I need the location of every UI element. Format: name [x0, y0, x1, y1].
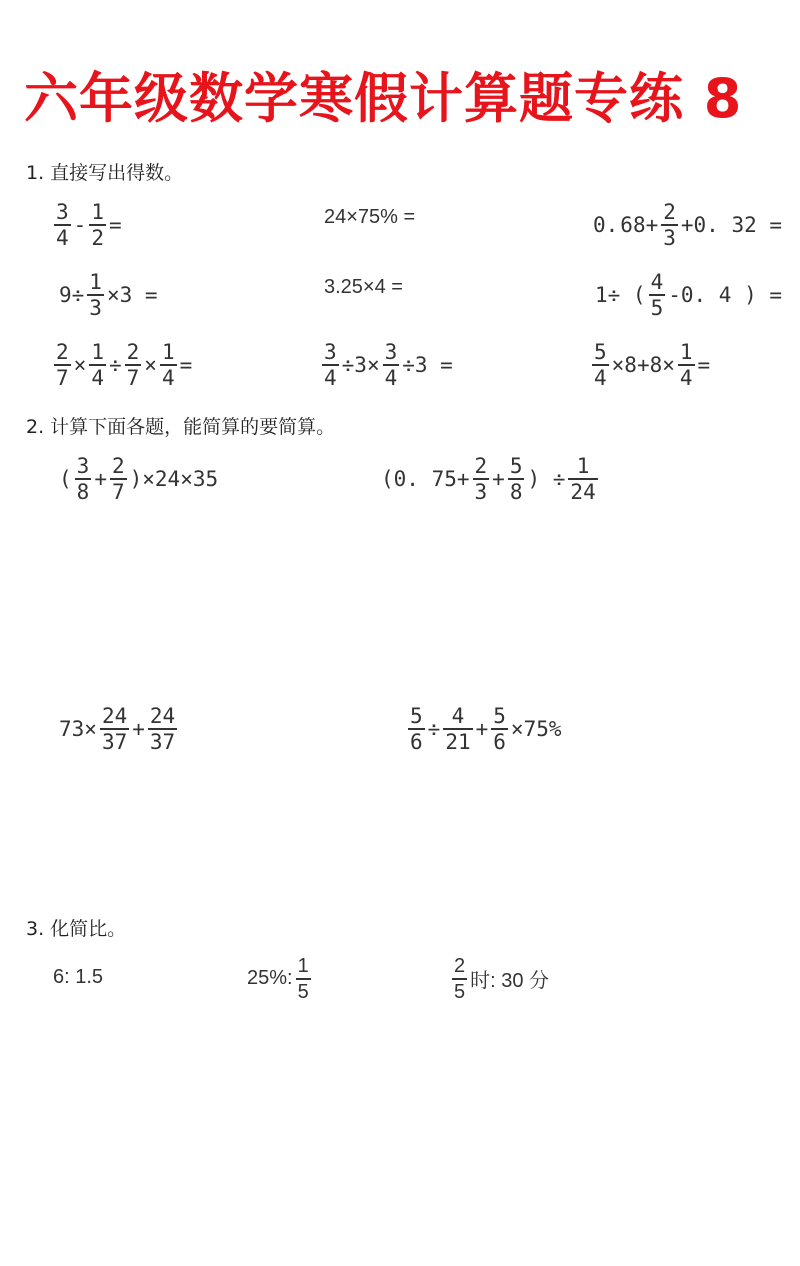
numerator: 5: [594, 340, 607, 364]
fraction: [568, 454, 597, 504]
numerator: 1: [297, 955, 309, 977]
numerator: 3: [76, 454, 90, 478]
expression-text: ÷: [427, 716, 441, 741]
denominator: 4: [594, 365, 607, 390]
expression-text: 0.: [593, 212, 619, 237]
denominator: 7: [126, 365, 140, 390]
fraction: [75, 454, 92, 504]
denominator: 8: [76, 479, 90, 504]
numerator: 1: [89, 270, 102, 294]
expression-text: 73×: [59, 716, 97, 741]
expression-text: =: [179, 352, 193, 377]
expression-text: ÷3 =: [402, 352, 453, 377]
numerator: 2: [56, 340, 69, 364]
denominator: 37: [149, 729, 176, 754]
fraction: [89, 340, 106, 390]
expression-text: +0. 32 =: [680, 212, 783, 237]
denominator: 4: [161, 365, 175, 390]
expression-text: =: [697, 352, 711, 377]
expression-text: ×3 =: [106, 282, 158, 307]
expression-text: (0. 75+: [381, 466, 470, 491]
numerator: 2: [111, 454, 125, 478]
expression-text: 68+: [620, 212, 659, 237]
expression-text: 6: 1.5: [53, 966, 104, 988]
expression-text: +: [94, 466, 107, 491]
expression-text: ×75%: [510, 716, 562, 741]
denominator: 6: [410, 729, 423, 754]
numerator: 3: [56, 200, 69, 224]
denominator: 3: [663, 225, 676, 250]
fraction: [160, 340, 177, 390]
fraction: [649, 270, 666, 320]
problem-1-5: [323, 276, 404, 299]
denominator: 4: [56, 225, 69, 250]
numerator: 2: [663, 200, 676, 224]
fraction: [473, 454, 490, 504]
denominator: 4: [91, 365, 104, 390]
denominator: 7: [111, 479, 125, 504]
fraction: [491, 704, 508, 754]
expression-text: =: [108, 212, 122, 237]
expression-text: 1÷ (: [595, 282, 646, 307]
denominator: 4: [384, 365, 398, 390]
expression-text: 24×75% =: [324, 206, 416, 228]
denominator: 6: [493, 729, 506, 754]
fraction: [87, 270, 104, 320]
expression-text: ×8+8×: [611, 352, 675, 377]
expression-text: ) ÷: [527, 466, 566, 491]
fraction: [443, 704, 472, 754]
expression-text: ×: [73, 352, 87, 377]
problem-1-6: [594, 270, 783, 320]
fraction: [383, 340, 400, 390]
denominator: 21: [445, 729, 471, 754]
problem-1-8: [320, 340, 454, 390]
expression-text: ×: [144, 352, 157, 377]
problem-2-1: [58, 454, 219, 504]
numerator: 2: [126, 340, 140, 364]
numerator: 5: [509, 454, 523, 478]
denominator: 24: [570, 479, 596, 504]
expression-text: 时: 30 分: [470, 970, 550, 993]
numerator: 1: [91, 200, 104, 224]
expression-text: 3.25×4 =: [324, 276, 403, 298]
fraction: [508, 454, 525, 504]
denominator: 8: [509, 479, 523, 504]
section-1-heading: 1. 直接写出得数。: [26, 162, 184, 184]
fraction: [148, 704, 177, 754]
expression-text: +: [475, 716, 489, 741]
numerator: 3: [384, 340, 398, 364]
denominator: 5: [454, 980, 466, 1003]
expression-text: )×24×35: [129, 466, 219, 491]
fraction: [110, 454, 127, 504]
expression-text: ÷3×: [341, 352, 380, 377]
problem-3-3: [450, 954, 550, 1004]
denominator: 5: [297, 980, 309, 1003]
denominator: 3: [474, 479, 488, 504]
numerator: 24: [101, 704, 128, 728]
expression-text: +: [132, 716, 145, 741]
problem-2-4: [406, 704, 563, 754]
problem-1-3: [592, 200, 783, 250]
numerator: 5: [493, 704, 506, 728]
problem-1-9: [590, 340, 711, 390]
numerator: 4: [451, 704, 465, 728]
fraction: [661, 200, 678, 250]
expression-text: 9÷: [59, 282, 85, 307]
section-2-heading: 2. 计算下面各题，能简算的要简算。: [26, 416, 336, 438]
expression-text: 25%:: [247, 967, 293, 990]
fraction: [89, 200, 106, 250]
problem-2-3: [58, 704, 179, 754]
expression-text: ÷: [108, 352, 122, 377]
numerator: 1: [679, 340, 693, 364]
problem-1-2: [323, 206, 416, 229]
expression-text: +: [492, 466, 505, 491]
fraction: [125, 340, 142, 390]
denominator: 7: [56, 365, 69, 390]
fraction: [678, 340, 695, 390]
numerator: 3: [324, 340, 337, 364]
fraction: [54, 200, 71, 250]
expression-text: -0. 4 ) =: [668, 282, 783, 307]
numerator: 2: [454, 955, 466, 977]
numerator: 5: [410, 704, 423, 728]
denominator: 5: [650, 295, 664, 320]
problem-3-1: [52, 966, 104, 989]
fraction: [100, 704, 129, 754]
page-title: 六年级数学寒假计算题专练 8: [24, 67, 743, 130]
numerator: 4: [650, 270, 664, 294]
numerator: 1: [161, 340, 175, 364]
denominator: 3: [89, 295, 102, 320]
fraction: [592, 340, 609, 390]
fraction: [452, 954, 467, 1004]
denominator: 4: [679, 365, 693, 390]
expression-text: (: [59, 466, 72, 491]
numerator: 1: [91, 340, 104, 364]
problem-1-7: [52, 340, 193, 390]
section-3-heading: 3. 化简比。: [26, 918, 127, 940]
problem-3-2: [246, 954, 313, 1004]
fraction: [54, 340, 71, 390]
numerator: 2: [474, 454, 488, 478]
fraction: [322, 340, 339, 390]
fraction: [296, 954, 311, 1004]
denominator: 2: [91, 225, 104, 250]
fraction: [408, 704, 425, 754]
denominator: 37: [101, 729, 128, 754]
problem-1-1: [52, 200, 123, 250]
expression-text: -: [73, 212, 87, 237]
problem-1-4: [58, 270, 159, 320]
numerator: 24: [149, 704, 176, 728]
denominator: 4: [324, 365, 337, 390]
numerator: 1: [576, 454, 590, 478]
problem-2-2: [380, 454, 600, 504]
